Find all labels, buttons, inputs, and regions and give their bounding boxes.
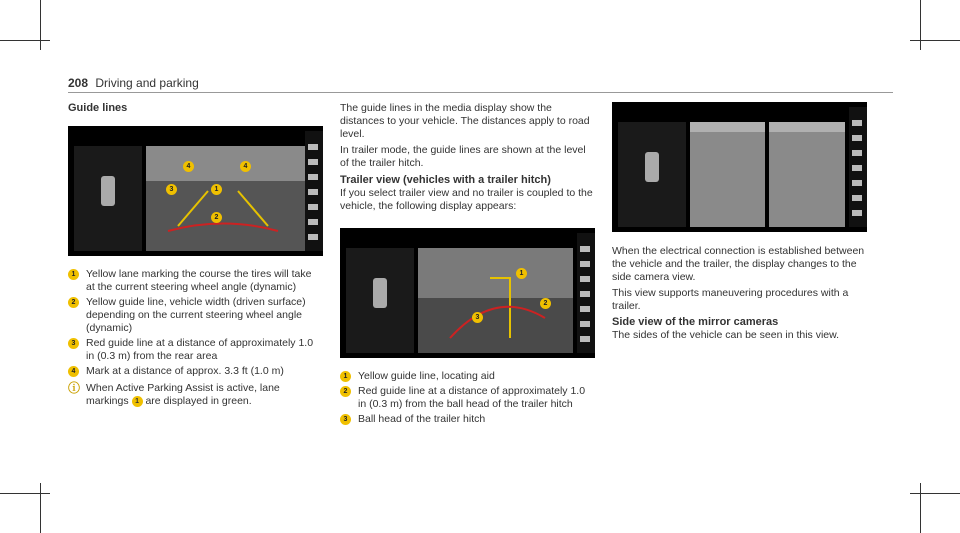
crop-mark xyxy=(910,493,960,494)
header-rule xyxy=(68,92,893,93)
list-item: 4 Mark at a distance of approx. 3.3 ft (1.0 m) xyxy=(68,365,323,378)
rear-camera-screen xyxy=(68,126,323,256)
crop-mark xyxy=(40,0,41,50)
crop-mark xyxy=(920,0,921,50)
info-icon: ⓘ xyxy=(68,381,81,395)
crop-mark xyxy=(0,493,50,494)
camera-view-illustration xyxy=(612,102,867,232)
trailer-camera-screen xyxy=(340,228,595,358)
page-number: 208 xyxy=(68,76,89,90)
list-item: 2 Red guide line at a distance of approximately 1.0 in (0.3 m) from the ball head of the trailer hitch xyxy=(340,385,595,411)
callout-badge: 2 xyxy=(211,212,222,223)
callout-badge: 3 xyxy=(472,312,483,323)
car-icon xyxy=(645,152,659,182)
column-2 xyxy=(340,102,595,216)
camera-view-illustration xyxy=(68,126,323,256)
intro-text-2: In trailer mode, the guide lines are shown at the level of the trailer hitch. xyxy=(340,144,586,169)
column-2-body xyxy=(340,370,595,428)
callout-badge: 4 xyxy=(183,161,194,172)
mirror-cameras-text: The sides of the vehicle can be seen in this view. xyxy=(612,329,840,341)
camera-view-illustration xyxy=(340,228,595,358)
list-item: 1 Yellow guide line, locating aid xyxy=(340,370,595,383)
crop-mark xyxy=(0,40,50,41)
callout-badge: 3 xyxy=(166,184,177,195)
car-icon xyxy=(101,176,115,206)
trailer-view-text: If you select trailer view and no trailer is coupled to the vehicle, the following display appears: xyxy=(340,187,593,212)
callout-badge: 2 xyxy=(540,298,551,309)
list-item: 3 Red guide line at a distance of approximately 1.0 in (0.3 m) from the rear area xyxy=(68,337,323,363)
mirror-cameras-heading: Side view of the mirror cameras xyxy=(612,316,779,328)
side-camera-screen xyxy=(612,102,867,232)
intro-text: The guide lines in the media display show the distances to your vehicle. The distances apply to road level. xyxy=(340,102,590,140)
guide-lines-heading: Guide lines xyxy=(68,102,128,114)
column-1 xyxy=(68,102,323,115)
guide-lines-legend xyxy=(68,268,323,378)
side-view-text-2: This view supports maneuvering procedures with a trailer. xyxy=(612,287,849,312)
callout-badge: 1 xyxy=(516,268,527,279)
side-view-text-1: When the electrical connection is established between the vehicle and the trailer, the display changes to the side camera view. xyxy=(612,245,865,283)
callout-badge: 1 xyxy=(211,184,222,195)
list-item: 1 Yellow lane marking the course the tires will take at the current steering wheel angle (dynamic) xyxy=(68,268,323,294)
column-3-body xyxy=(612,245,867,345)
crop-mark xyxy=(40,483,41,533)
car-icon xyxy=(373,278,387,308)
crop-mark xyxy=(920,483,921,533)
list-item: 3 Ball head of the trailer hitch xyxy=(340,413,595,426)
callout-badge: 4 xyxy=(240,161,251,172)
list-item: 2 Yellow guide line, vehicle width (driven surface) depending on the current steering wheel angle (dynamic) xyxy=(68,296,323,335)
info-note: ⓘ When Active Parking Assist is active, lane markings 1 are displayed in green. xyxy=(68,381,280,407)
page-header xyxy=(68,76,199,90)
crop-mark xyxy=(910,40,960,41)
trailer-view-heading: Trailer view (vehicles with a trailer hitch) xyxy=(340,174,551,186)
column-1-body xyxy=(68,268,323,408)
section-title: Driving and parking xyxy=(95,76,199,90)
trailer-view-legend xyxy=(340,370,595,426)
